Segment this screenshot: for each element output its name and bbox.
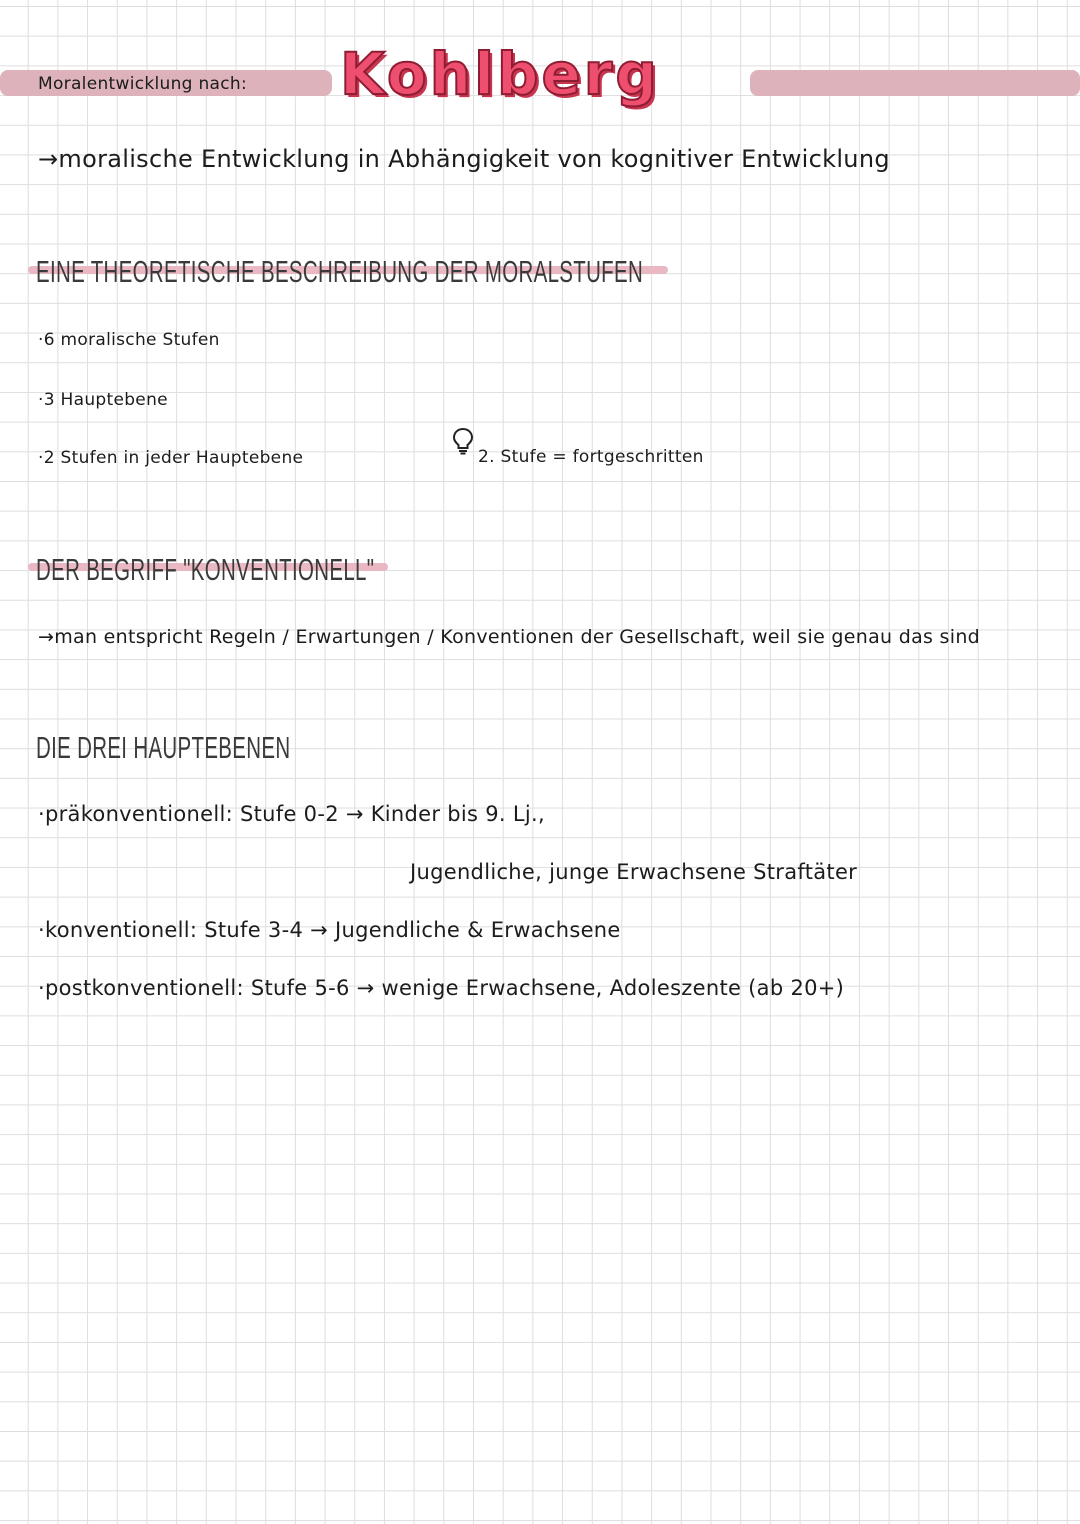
section1-heading: EINE THEORETISCHE BESCHREIBUNG DER MORALSTUFEN — [36, 254, 644, 289]
list-item: ·6 moralische Stufen — [38, 330, 220, 350]
section2-text: →man entspricht Regeln / Erwartungen / Konventionen der Gesellschaft, weil sie genau das sind — [38, 626, 981, 648]
level-item: ·konventionell: Stufe 3-4 → Jugendliche & Erwachsene — [38, 918, 621, 942]
level-item: ·präkonventionell: Stufe 0-2 → Kinder bis 9. Lj., — [38, 802, 545, 826]
lightbulb-icon — [452, 427, 474, 455]
tip-text: 2. Stufe = fortgeschritten — [478, 447, 704, 467]
level-item: Jugendliche, junge Erwachsene Straftäter — [410, 860, 858, 884]
level-item: ·postkonventionell: Stufe 5-6 → wenige Erwachsene, Adoleszente (ab 20+) — [38, 976, 845, 1000]
page-title: Kohlberg — [340, 40, 660, 108]
section2-heading: DER BEGRIFF "KONVENTIONELL" — [36, 552, 375, 587]
intro-text: →moralische Entwicklung in Abhängigkeit von kognitiver Entwicklung — [38, 145, 890, 173]
list-item: ·2 Stufen in jeder Hauptebene — [38, 448, 304, 468]
header-band-right — [750, 70, 1080, 96]
header-subtitle: Moralentwicklung nach: — [38, 74, 248, 94]
list-item: ·3 Hauptebene — [38, 390, 168, 410]
section3-heading: DIE DREI HAUPTEBENEN — [36, 730, 291, 765]
